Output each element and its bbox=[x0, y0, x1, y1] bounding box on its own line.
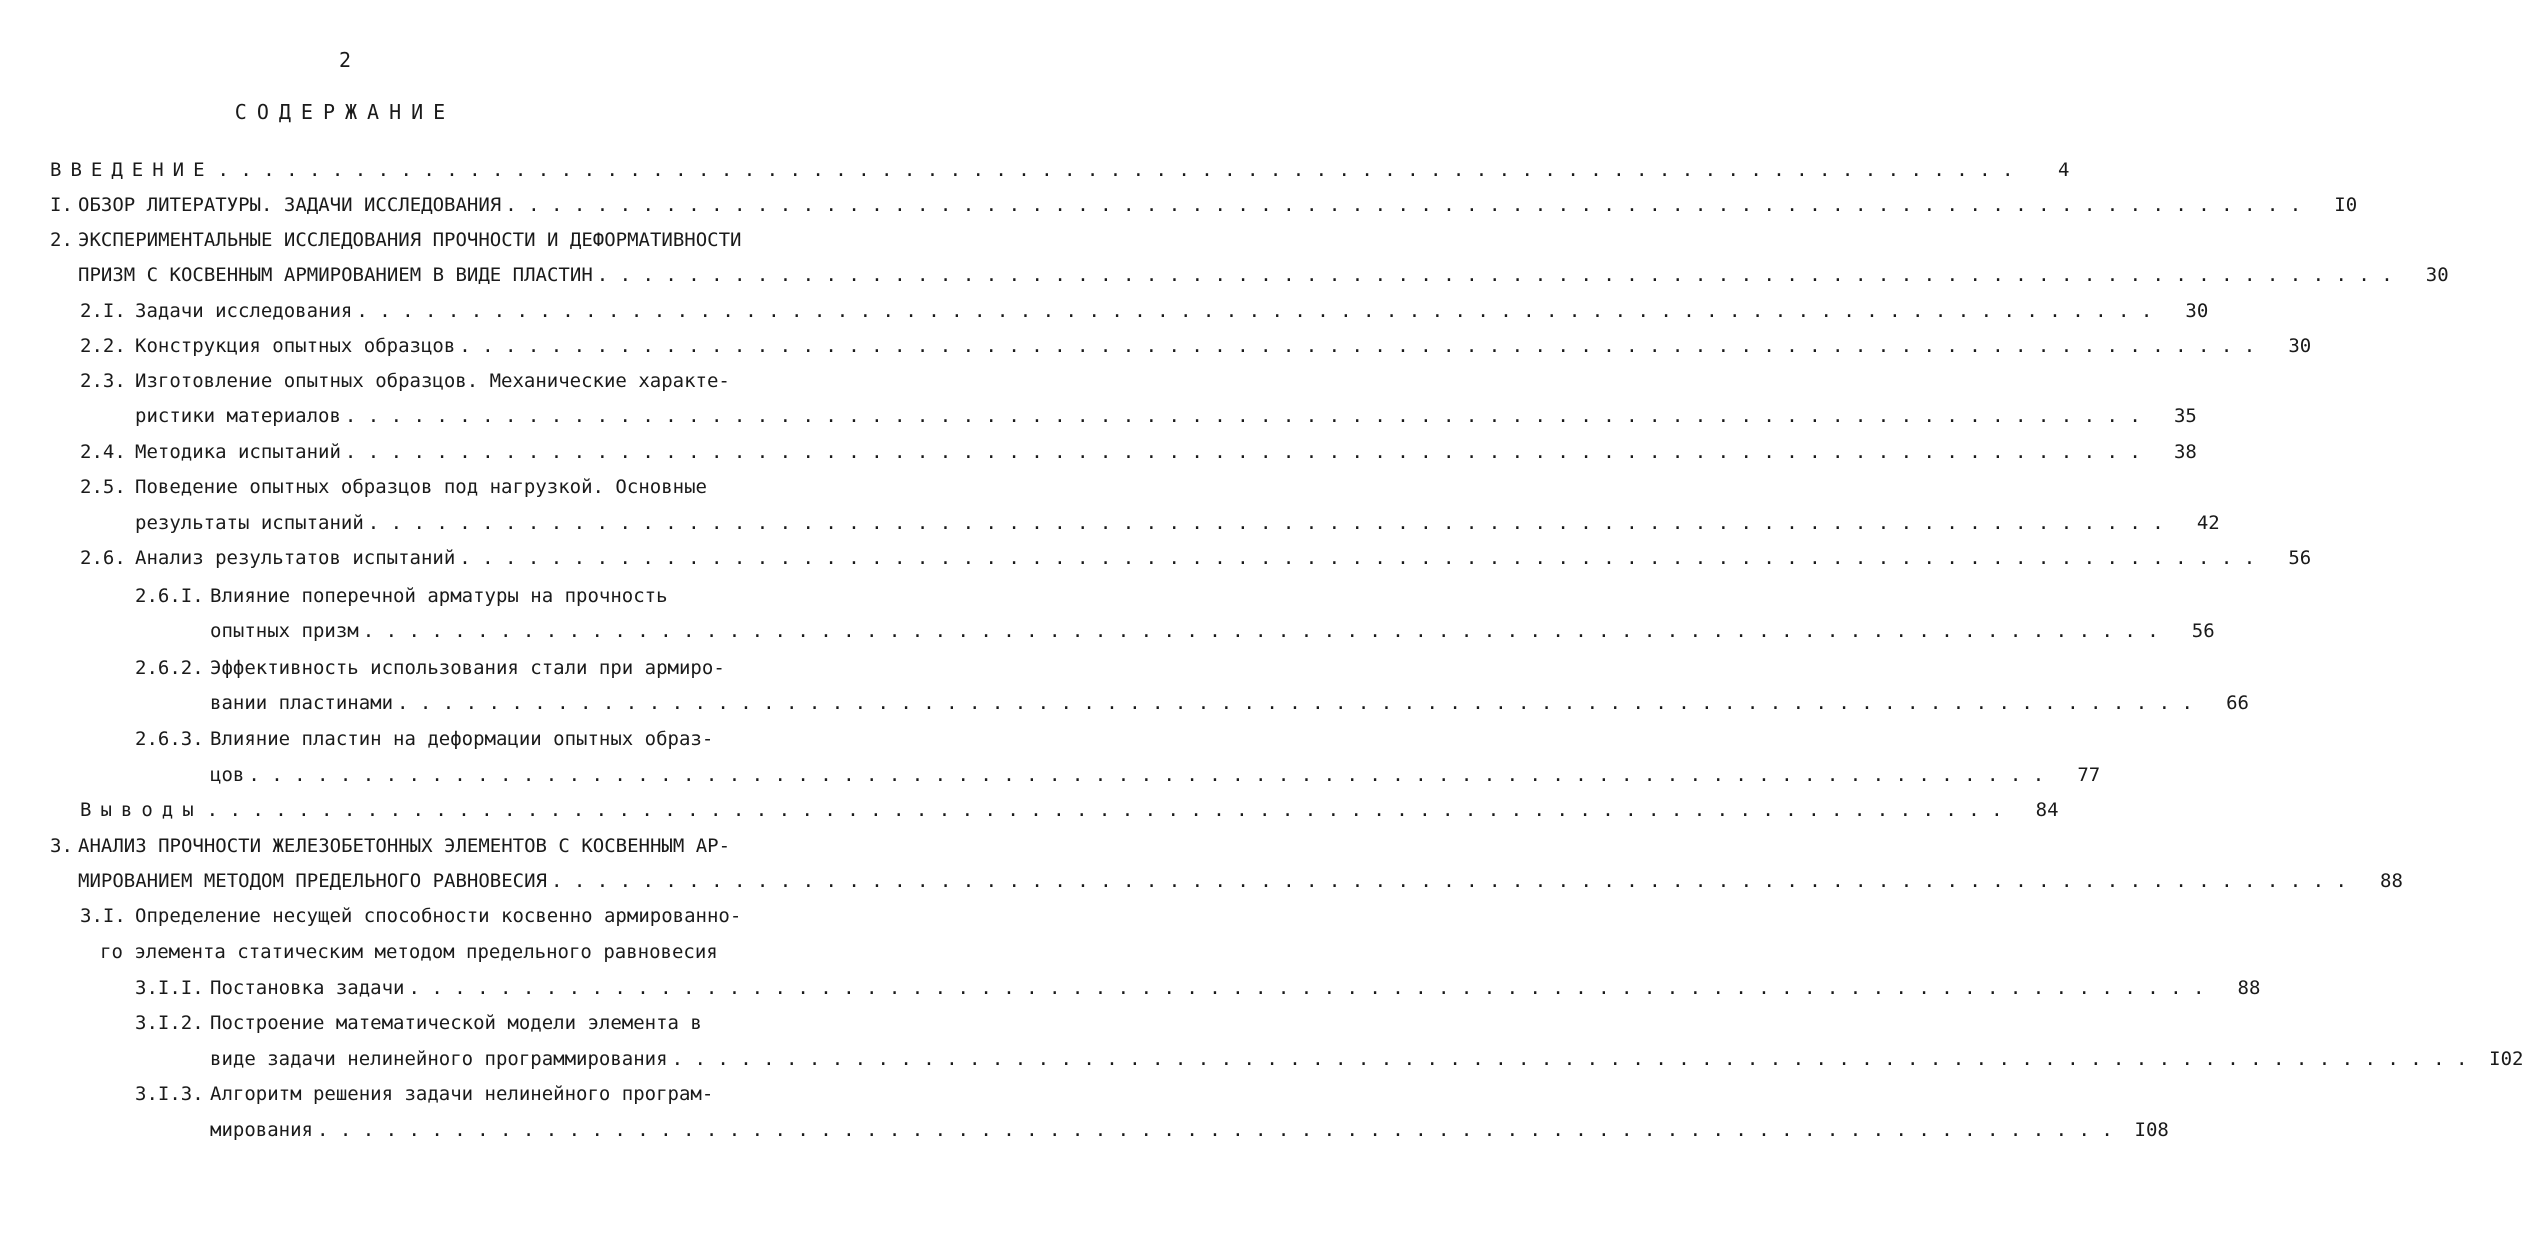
toc-section-number: 3.I.2. bbox=[135, 1012, 204, 1034]
toc-page-number: I0 bbox=[2334, 194, 2358, 216]
toc-leader-dots: . . . . . . . . . . . . . . . . . . . . . . . . . . . . . . . . . . . . . . . . . . . . . . . . . . . . . . . . . . . . . . . . . . . . . . . . . . . . . . . bbox=[362, 620, 2159, 642]
toc-entry-title: МИРОВАНИЕМ МЕТОДОМ ПРЕДЕЛЬНОГО РАВНОВЕСИЯ bbox=[78, 870, 547, 892]
toc-line bbox=[50, 833, 765, 859]
toc-line bbox=[80, 510, 2220, 536]
toc-page-number: 84 bbox=[2035, 799, 2059, 821]
toc-leader-dots: . . . . . . . . . . . . . . . . . . . . . . . . . . . . . . . . . . . . . . . . . . . . . . . . . . . . . . . . . . . . . . . . . . . . . . . . . . . . . . . bbox=[596, 264, 2393, 286]
toc-line bbox=[135, 1117, 2169, 1143]
toc-section-number: 2.6. bbox=[80, 547, 126, 569]
toc-section-number: 2.4. bbox=[80, 441, 126, 463]
toc-entry-title: Методика испытаний bbox=[135, 441, 341, 463]
toc-leader-dots: . . . . . . . . . . . . . . . . . . . . . . . . . . . . . . . . . . . . . . . . . . . . . . . . . . . . . . . . . . . . . . . . . . . . . . . . . . . . . . . bbox=[356, 300, 2153, 322]
toc-line bbox=[135, 1046, 2523, 1072]
toc-section-number: 2.6.3. bbox=[135, 728, 204, 750]
toc-section-number: 3. bbox=[50, 835, 73, 857]
toc-entry-title: цов bbox=[210, 764, 245, 786]
toc-section-number: 2.6.2. bbox=[135, 657, 204, 679]
toc-section-number: 3.I.I. bbox=[135, 977, 204, 999]
toc-line bbox=[135, 1081, 765, 1107]
toc-leader-dots: . . . . . . . . . . . . . . . . . . . . . . . . . . . . . . . . . . . . . . . . . . . . . . . . . . . . . . . . . . . . . . . . . . . . . . . . . . . . . . . bbox=[551, 870, 2347, 892]
toc-line bbox=[80, 333, 2312, 359]
toc-page-number: 56 bbox=[2191, 620, 2215, 642]
toc-entry-title: Эффективность использования стали при армиро- bbox=[210, 657, 725, 679]
toc-entry-title: Изготовление опытных образцов. Механические характе- bbox=[135, 370, 730, 392]
toc-line bbox=[50, 227, 765, 253]
toc-section-number: 2.5. bbox=[80, 476, 126, 498]
toc-page-number: 88 bbox=[2237, 977, 2261, 999]
toc-page-number: 4 bbox=[2057, 159, 2070, 181]
toc-section-number: 3.I. bbox=[80, 905, 126, 927]
toc-page-number: 88 bbox=[2380, 870, 2403, 892]
toc-section-number: I. bbox=[50, 194, 73, 216]
toc-leader-dots: . . . . . . . . . . . . . . . . . . . . . . . . . . . . . . . . . . . . . . . . . . . . . . . . . . . . . . . . . . . . . . . . . . . . . . . . . . . . . . . bbox=[408, 977, 2205, 999]
toc-page-number: 30 bbox=[2425, 264, 2449, 286]
toc-page-number: 35 bbox=[2173, 405, 2197, 427]
toc-leader-dots: . . . . . . . . . . . . . . . . . . . . . . . . . . . . . . . . . . . . . . . . . . . . . . . . . . . . . . . . . . . . . . . . . . . . . . . . . . . . . . . bbox=[367, 512, 2164, 534]
toc-entry-title: виде задачи нелинейного программирования bbox=[210, 1048, 668, 1070]
toc-line bbox=[135, 975, 2261, 1001]
toc-page-number: 56 bbox=[2288, 547, 2312, 569]
toc-leader-dots: . . . . . . . . . . . . . . . . . . . . . . . . . . . . . . . . . . . . . . . . . . . . . . . . . . . . . . . . . . . . . . . . . . . . . . . . . . . . . . . bbox=[671, 1048, 2468, 1070]
toc-line bbox=[50, 192, 2358, 218]
toc-line bbox=[135, 583, 765, 609]
toc-entry-title: Постановка задачи bbox=[210, 977, 405, 999]
toc-line bbox=[135, 726, 765, 752]
toc-leader-dots: . . . . . . . . . . . . . . . . . . . . . . . . . . . . . . . . . . . . . . . . . . . . . . . . . . . . . . . . . . . . . . . . . . . . . . . . . . . . . . . bbox=[344, 405, 2141, 427]
toc-leader-dots: . . . . . . . . . . . . . . . . . . . . . . . . . . . . . . . . . . . . . . . . . . . . . . . . . . . . . . . . . . . . . . . . . . . . . . . . . . . . . . . bbox=[397, 692, 2193, 714]
toc-entry-title: ВВЕДЕНИЕ bbox=[50, 159, 214, 181]
toc-entry-title: Алгоритм решения задачи нелинейного програм- bbox=[210, 1083, 714, 1105]
toc-entry-title: Влияние пластин на деформации опытных образ- bbox=[210, 728, 714, 750]
toc-page-number: 38 bbox=[2173, 441, 2197, 463]
toc-leader-dots: . . . . . . . . . . . . . . . . . . . . . . . . . . . . . . . . . . . . . . . . . . . . . . . . . . . . . . . . . . . . . . . . . . . . . . . . . . . . . . . bbox=[459, 335, 2256, 357]
toc-leader-dots: . . . . . . . . . . . . . . . . . . . . . . . . . . . . . . . . . . . . . . . . . . . . . . . . . . . . . . . . . . . . . . . . . . . . . . . . . . . . . . . bbox=[217, 159, 2014, 181]
toc-entry-title: результаты испытаний bbox=[135, 512, 364, 534]
toc-line bbox=[50, 262, 2449, 288]
toc-line bbox=[80, 403, 2197, 429]
toc-leader-dots: . . . . . . . . . . . . . . . . . . . . . . . . . . . . . . . . . . . . . . . . . . . . . . . . . . . . . . . . . . . . . . . . . . . . . . . . . . . . . . . bbox=[248, 764, 2045, 786]
toc-entry-title: Определение несущей способности косвенно армированно- bbox=[135, 905, 742, 927]
toc-leader-dots: . . . . . . . . . . . . . . . . . . . . . . . . . . . . . . . . . . . . . . . . . . . . . . . . . . . . . . . . . . . . . . . . . . . . . . . . . . . . . . . bbox=[459, 547, 2256, 569]
toc-entry-title: ОБЗОР ЛИТЕРАТУРЫ. ЗАДАЧИ ИССЛЕДОВАНИЯ bbox=[78, 194, 502, 216]
toc-line bbox=[135, 618, 2215, 644]
toc-page-number: 42 bbox=[2196, 512, 2220, 534]
toc-line bbox=[135, 762, 2101, 788]
toc-page-number: 30 bbox=[2185, 300, 2209, 322]
toc-line bbox=[80, 298, 2209, 324]
toc-line bbox=[80, 439, 2197, 465]
toc-leader-dots: . . . . . . . . . . . . . . . . . . . . . . . . . . . . . . . . . . . . . . . . . . . . . . . . . . . . . . . . . . . . . . . . . . . . . . . . . . . . . . . bbox=[316, 1119, 2113, 1141]
toc-leader-dots: . . . . . . . . . . . . . . . . . . . . . . . . . . . . . . . . . . . . . . . . . . . . . . . . . . . . . . . . . . . . . . . . . . . . . . . . . . . . . . . bbox=[206, 799, 2003, 821]
toc-line bbox=[80, 939, 765, 965]
toc-line bbox=[50, 868, 2403, 894]
toc-section-number: 2.2. bbox=[80, 335, 126, 357]
toc-entry-title: опытных призм bbox=[210, 620, 359, 642]
toc-page-number: 30 bbox=[2288, 335, 2312, 357]
toc-section-number: 2.I. bbox=[80, 300, 126, 322]
toc-line bbox=[135, 690, 2249, 716]
toc-entry-title: Выводы bbox=[80, 799, 203, 821]
toc-entry-title: го элемента статическим методом предельного равновесия bbox=[100, 941, 718, 963]
toc-section-number: 2.3. bbox=[80, 370, 126, 392]
toc-line bbox=[50, 157, 2070, 183]
toc-line bbox=[80, 797, 2059, 823]
toc-entry-title: ристики материалов bbox=[135, 405, 341, 427]
toc-page-number: I08 bbox=[2134, 1119, 2169, 1141]
toc-entry-title: Построение математической модели элемента в bbox=[210, 1012, 702, 1034]
toc-leader-dots: . . . . . . . . . . . . . . . . . . . . . . . . . . . . . . . . . . . . . . . . . . . . . . . . . . . . . . . . . . . . . . . . . . . . . . . . . . . . . . . bbox=[344, 441, 2141, 463]
toc-line bbox=[80, 474, 765, 500]
toc-line bbox=[135, 1010, 765, 1036]
page-title: СОДЕРЖАНИЕ bbox=[234, 100, 456, 124]
toc-entry-title: вании пластинами bbox=[210, 692, 394, 714]
toc-entry-title: ЭКСПЕРИМЕНТАЛЬНЫЕ ИССЛЕДОВАНИЯ ПРОЧНОСТИ И ДЕФОРМАТИВНОСТИ bbox=[78, 229, 742, 251]
toc-entry-title: Конструкция опытных образцов bbox=[135, 335, 456, 357]
toc-line bbox=[80, 545, 2312, 571]
toc-entry-title: Влияние поперечной арматуры на прочность bbox=[210, 585, 668, 607]
toc-line bbox=[135, 655, 765, 681]
toc-section-number: 2.6.I. bbox=[135, 585, 204, 607]
page-number: 2 bbox=[338, 48, 352, 72]
toc-page-number: 77 bbox=[2077, 764, 2101, 786]
toc-entry-title: Поведение опытных образцов под нагрузкой. Основные bbox=[135, 476, 707, 498]
toc-line bbox=[80, 903, 765, 929]
toc-entry-title: ПРИЗМ С КОСВЕННЫМ АРМИРОВАНИЕМ В ВИДЕ ПЛАСТИН bbox=[78, 264, 593, 286]
toc-section-number: 3.I.3. bbox=[135, 1083, 204, 1105]
toc-entry-title: Задачи исследования bbox=[135, 300, 353, 322]
toc-page-number: I02 bbox=[2489, 1048, 2523, 1070]
toc-entry-title: мирования bbox=[210, 1119, 313, 1141]
toc-line bbox=[80, 368, 765, 394]
toc-entry-title: Анализ результатов испытаний bbox=[135, 547, 456, 569]
toc-section-number: 2. bbox=[50, 229, 73, 251]
toc-page-number: 66 bbox=[2226, 692, 2249, 714]
toc-entry-title: АНАЛИЗ ПРОЧНОСТИ ЖЕЛЕЗОБЕТОННЫХ ЭЛЕМЕНТОВ С КОСВЕННЫМ АР- bbox=[78, 835, 731, 857]
toc-leader-dots: . . . . . . . . . . . . . . . . . . . . . . . . . . . . . . . . . . . . . . . . . . . . . . . . . . . . . . . . . . . . . . . . . . . . . . . . . . . . . . . bbox=[505, 194, 2302, 216]
